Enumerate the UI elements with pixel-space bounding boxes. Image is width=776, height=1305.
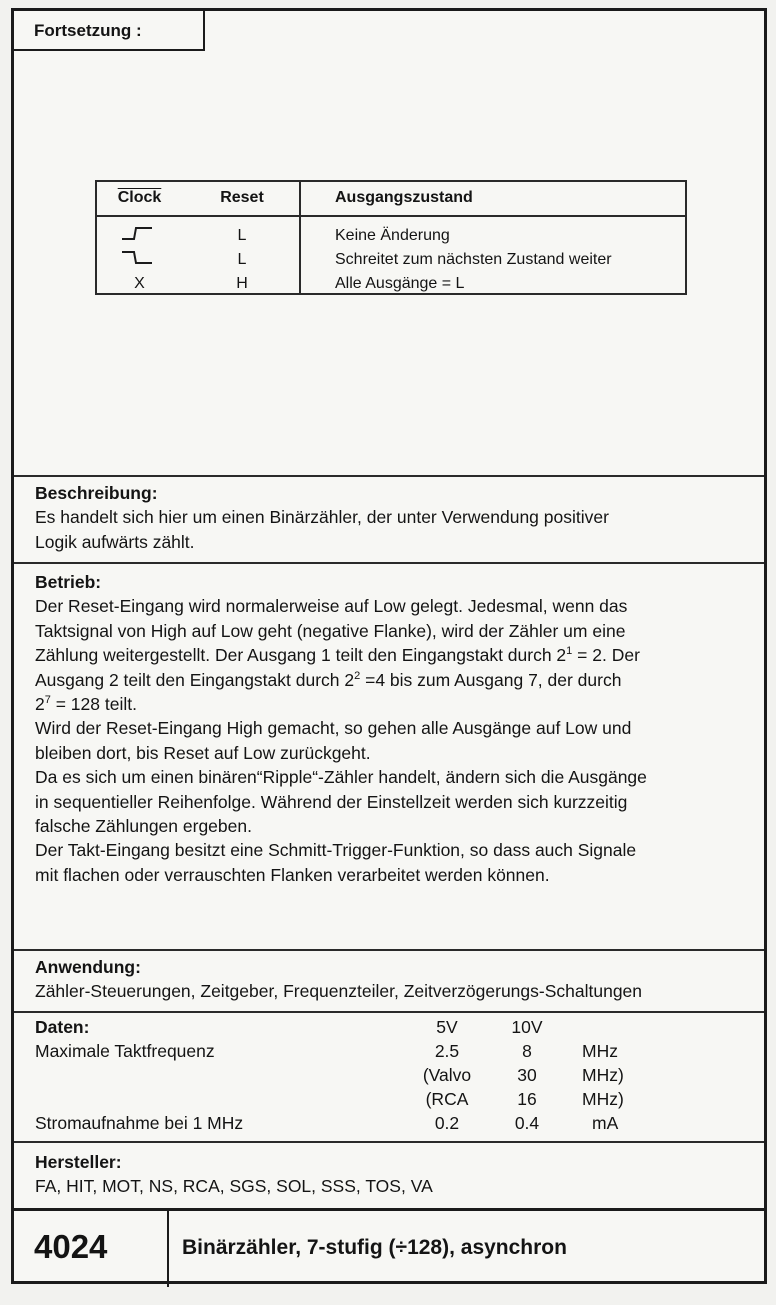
betrieb-line: bleiben dort, bis Reset auf Low zurückgeht.	[35, 742, 371, 763]
beschreibung-title: Beschreibung:	[35, 483, 158, 503]
daten-title: Daten:	[35, 1017, 90, 1037]
truth-clock-x: X	[134, 275, 145, 292]
daten-col-10v: 10V	[511, 1017, 543, 1037]
betrieb-line: Wird der Reset-Eingang High gemacht, so gehen alle Ausgänge auf Low und	[35, 718, 632, 739]
betrieb-line: Der Takt-Eingang besitzt eine Schmitt-Trigger-Funktion, so dass auch Signale	[35, 840, 637, 861]
anwendung-section	[35, 955, 750, 1004]
betrieb-line: Ausgang 2 teilt den Eingangstakt durch $2^2 =4$ bis zum Ausgang 7, der durch	[35, 669, 622, 690]
betrieb-line: falsche Zählungen ergeben.	[35, 816, 252, 837]
hersteller-section	[35, 1150, 750, 1199]
truth-state-1: Keine Änderung	[335, 227, 450, 244]
betrieb-line: in sequentieller Reihenfolge. Während der Einstellzeit werden sich kurzzeitig	[35, 791, 628, 812]
daten-row-5v: (RCA	[425, 1089, 469, 1109]
truth-table	[95, 180, 687, 295]
daten-row-10v: 30	[517, 1065, 537, 1085]
truth-header-reset: Reset	[220, 189, 264, 206]
daten-row-5v: (Valvo	[422, 1065, 472, 1085]
beschreibung-section	[35, 481, 750, 554]
truth-header-clock: Clock	[117, 189, 162, 206]
rising-edge-icon	[120, 226, 154, 242]
daten-row-label: Stromaufnahme bei 1 MHz	[35, 1113, 244, 1133]
daten-row-unit: MHz)	[582, 1065, 624, 1085]
betrieb-title: Betrieb:	[35, 572, 102, 592]
falling-edge-icon	[120, 250, 154, 266]
part-number: 4024	[14, 1211, 169, 1287]
truth-reset-1: L	[237, 227, 247, 244]
daten-row-10v: 8	[522, 1041, 532, 1061]
footer-box	[14, 1208, 764, 1287]
betrieb-line: Da es sich um einen binären“Ripple“-Zähler handelt, ändern sich die Ausgänge	[35, 767, 647, 788]
part-description: Binärzähler, 7-stufig (÷128), asynchron	[182, 1236, 567, 1259]
daten-row-unit: MHz	[582, 1041, 618, 1061]
daten-row-5v: 0.2	[434, 1113, 460, 1133]
daten-row-label: Maximale Taktfrequenz	[35, 1041, 215, 1061]
truth-reset-2: L	[237, 251, 247, 268]
daten-row-unit: MHz)	[582, 1089, 624, 1109]
daten-row-10v: 16	[517, 1089, 537, 1109]
truth-reset-3: H	[236, 275, 248, 292]
betrieb-line: Taktsignal von High auf Low geht (negative Flanke), wird der Zähler um eine	[35, 620, 626, 641]
betrieb-section	[35, 570, 750, 887]
betrieb-line: $2^7 = 128$ teilt.	[35, 694, 137, 715]
betrieb-line: Zählung weitergestellt. Der Ausgang 1 teilt den Eingangstakt durch $2^1 = 2$. Der	[35, 645, 640, 666]
daten-row-5v: 2.5	[434, 1041, 460, 1061]
beschreibung-line: Es handelt sich hier um einen Binärzähler, der unter Verwendung positiver	[35, 507, 609, 528]
betrieb-line: Der Reset-Eingang wird normalerweise auf Low gelegt. Jedesmal, wenn das	[35, 596, 628, 617]
anwendung-title: Anwendung:	[35, 957, 141, 977]
hersteller-title: Hersteller:	[35, 1152, 122, 1172]
datasheet-page	[11, 8, 767, 1284]
hersteller-text: FA, HIT, MOT, NS, RCA, SGS, SOL, SSS, TOS, VA	[35, 1176, 433, 1197]
anwendung-text: Zähler-Steuerungen, Zeitgeber, Frequenzteiler, Zeitverzögerungs-Schaltungen	[35, 981, 643, 1002]
betrieb-line: mit flachen oder verrauschten Flanken verarbeitet werden können.	[35, 864, 550, 885]
daten-row-10v: 0.4	[514, 1113, 540, 1133]
daten-col-5v: 5V	[436, 1017, 458, 1037]
daten-row-unit: mA	[592, 1113, 619, 1133]
beschreibung-line: Logik aufwärts zählt.	[35, 531, 195, 552]
continuation-tab: Fortsetzung :	[14, 11, 205, 51]
truth-header-state: Ausgangszustand	[335, 189, 473, 206]
truth-state-3: Alle Ausgänge = L	[335, 275, 465, 292]
truth-state-2: Schreitet zum nächsten Zustand weiter	[335, 251, 612, 268]
